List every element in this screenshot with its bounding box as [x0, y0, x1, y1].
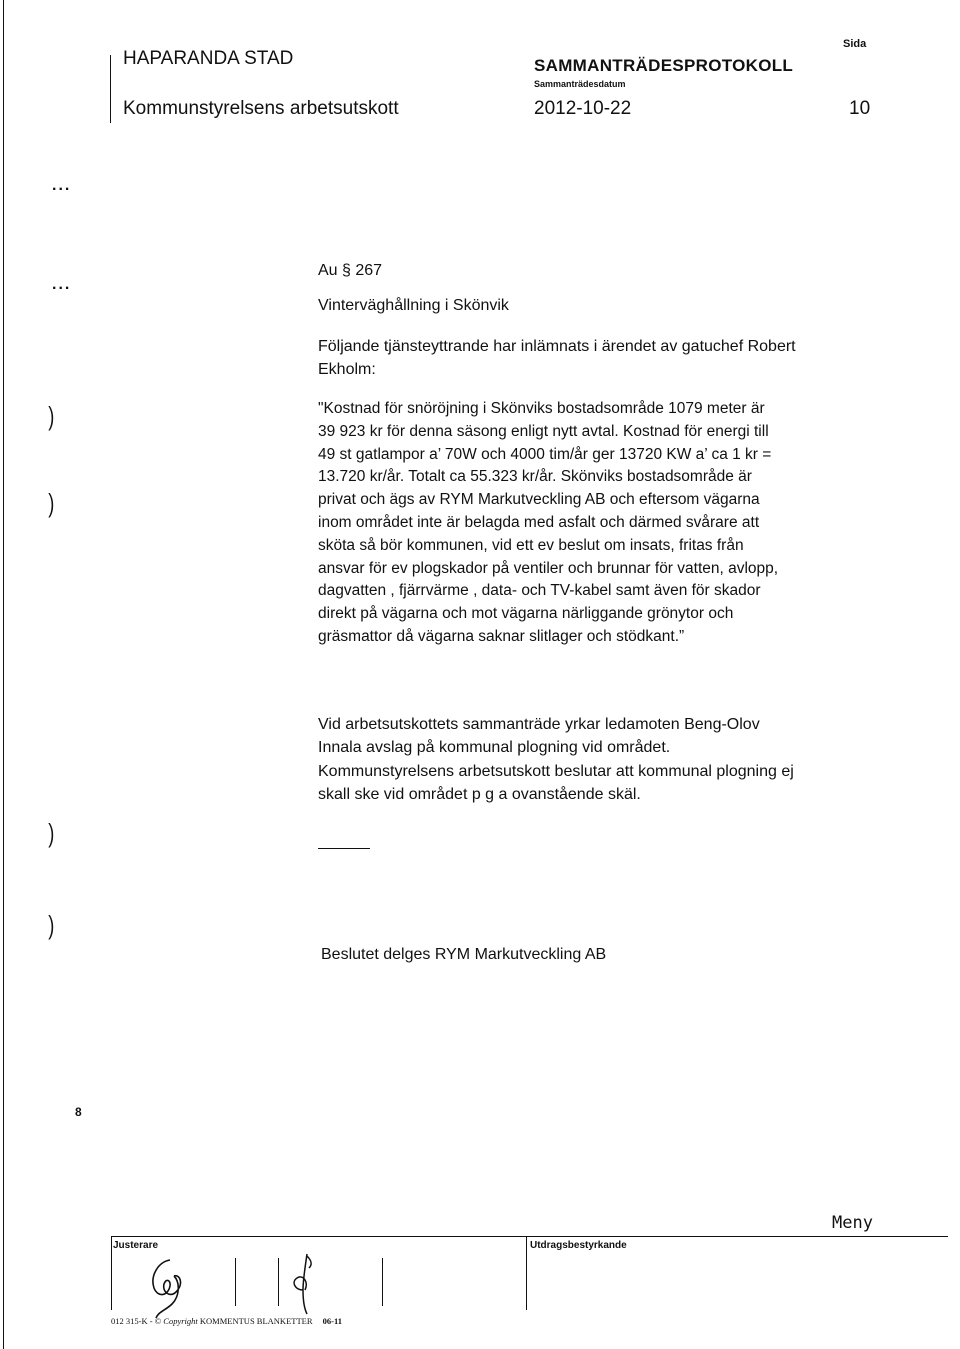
- quote-line: gräsmattor då vägarna saknar slitlager och stödkant.”: [318, 627, 685, 645]
- form-code-2: 315-K: [125, 1316, 148, 1326]
- quote-line: 39 923 kr för denna säsong enligt nytt avtal. Kostnad för energi till: [318, 422, 769, 440]
- quote-line: inom området inte är belagda med asfalt och därmed svårare att: [318, 513, 760, 531]
- utdrag-label: Utdragsbestyrkande: [530, 1240, 627, 1251]
- decision-line: Innala avslag på kommunal plogning vid området.: [318, 739, 671, 757]
- intro-line-1: Följande tjänsteyttrande har inlämnats i ärendet av gatuchef Robert: [318, 338, 796, 355]
- document-type: SAMMANTRÄDESPROTOKOLL: [534, 56, 794, 75]
- margin-paren-1: ): [48, 401, 55, 431]
- date-label: Sammanträdesdatum: [534, 79, 626, 89]
- footer-divider-rule: [526, 1236, 527, 1310]
- section-title: Vinterväghållning i Skönvik: [318, 297, 509, 314]
- department-name: Kommunstyrelsens arbetsutskott: [123, 98, 399, 119]
- quote-line: 49 st gatlampor a’ 70W och 4000 tim/år ger 13720 KW a’ ca 1 kr =: [318, 445, 772, 463]
- paragraph-id: Au § 267: [318, 262, 383, 279]
- quote-line: ansvar för ev plogskador på ventiler och brunnar för vatten, avlopp,: [318, 559, 779, 577]
- margin-paren-3: ): [48, 818, 55, 848]
- copyright-icon: - ©: [149, 1316, 162, 1326]
- copyright-word: Copyright: [163, 1316, 198, 1326]
- margin-dots-top: ...: [52, 177, 72, 194]
- decision-line: Vid arbetsutskottets sammanträde yrkar ledamoten Beng-Olov: [318, 716, 760, 733]
- quote-line: privat och ägs av RYM Markutveckling AB och eftersom vägarna: [318, 491, 760, 509]
- copyright-line: [111, 1316, 342, 1326]
- left-margin-rule: [3, 0, 4, 1349]
- publisher-name: KOMMENTUS BLANKETTER: [199, 1316, 313, 1326]
- header-divider: [110, 55, 111, 123]
- footer-top-rule: [111, 1236, 948, 1237]
- justerare-label: Justerare: [113, 1240, 159, 1251]
- decision-text: [318, 713, 794, 806]
- footer-left-rule: [111, 1236, 112, 1310]
- quote-line: dagvatten , fjärrvärme , data- och TV-kabel samt även för skador: [318, 582, 761, 600]
- intro-line-2: Ekholm:: [318, 361, 376, 378]
- form-edition: 06-11: [322, 1316, 343, 1326]
- organization-name: HAPARANDA STAD: [123, 48, 294, 69]
- margin-paren-4: ): [48, 910, 55, 940]
- decision-line: Kommunstyrelsens arbetsutskott beslutar att kommunal plogning ej: [318, 762, 794, 780]
- page-label: Sida: [843, 38, 867, 50]
- decision-underline: [318, 848, 370, 849]
- form-code: 012: [111, 1316, 124, 1326]
- signature-tick-2: [278, 1258, 279, 1306]
- margin-dots-second: ...: [52, 276, 72, 293]
- margin-side-number: 8: [75, 1105, 82, 1119]
- distribution-line: Beslutet delges RYM Markutveckling AB: [321, 946, 607, 963]
- quoted-statement: [318, 398, 778, 649]
- signature-initials-1: [140, 1252, 200, 1322]
- margin-paren-2: ): [48, 488, 55, 518]
- signature-initials-2: [285, 1250, 325, 1316]
- meeting-date: 2012-10-22: [534, 98, 632, 119]
- quote-line: "Kostnad för snöröjning i Skönviks bostadsområde 1079 meter är: [318, 400, 765, 417]
- page-number: 10: [849, 98, 871, 119]
- quote-line: 13.720 kr/år. Totalt ca 55.323 kr/år. Skönviks bostadsområde är: [318, 468, 752, 486]
- menu-stamp: Meny: [832, 1213, 873, 1233]
- signature-tick-1: [235, 1258, 236, 1306]
- quote-line: direkt på vägarna och mot vägarna närliggande grönytor och: [318, 605, 734, 623]
- decision-line: skall ske vid området p g a ovanstående skäl.: [318, 785, 641, 803]
- quote-line: sköta så bör kommunen, vid ett ev beslut om insats, fritas från: [318, 536, 744, 554]
- signature-tick-3: [382, 1258, 383, 1306]
